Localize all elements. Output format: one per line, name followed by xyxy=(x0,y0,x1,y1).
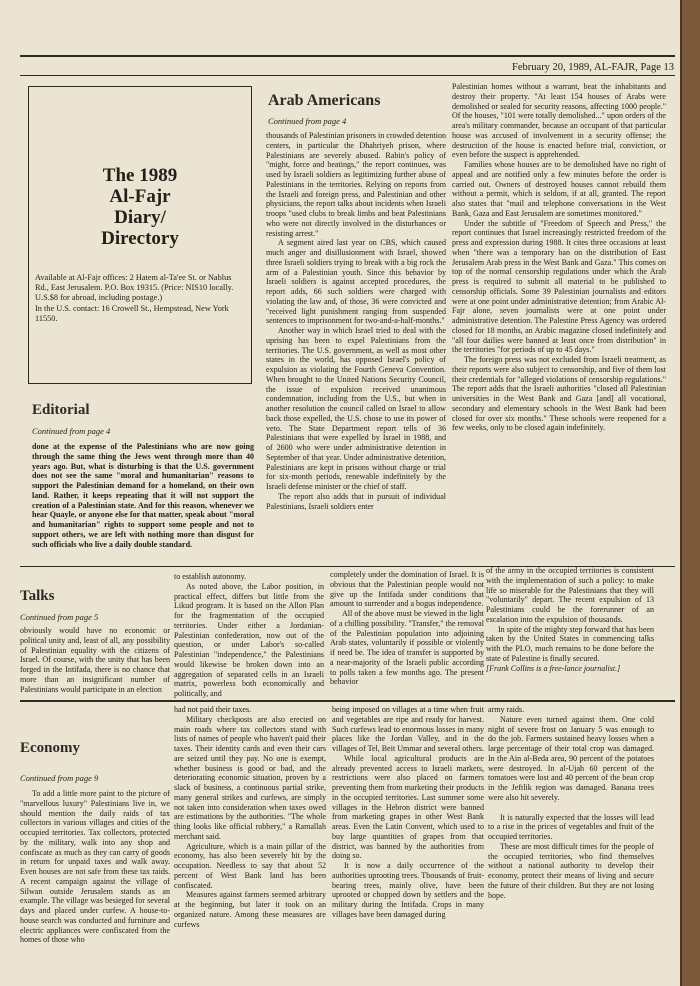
economy-heading: Economy xyxy=(20,740,80,756)
paragraph: Nature even turned against them. One cold night of severe frost on January 5 was enough to do the job. Farmers sustained heavy losses when a large percentage of their total crop was damaged. In the Ain al-Beda area, 90 percent of the potatoes were destroyed. In al-Ujah 60 percent of the tomatoes were lost and 40 percent of the bean crop in the Jeftlik region was damaged. Banana trees were also hit severely. xyxy=(488,714,654,802)
editorial-body xyxy=(32,442,254,562)
paragraph: being imposed on villages at a time when fruit and vegetables are ripe and ready for harvest. Such curfews lead to enormous losses in many places like the Jordan Valley, and in the villages of Tel, Beit Ummar and several others. xyxy=(332,705,484,753)
diary-title-line: Diary/ xyxy=(114,207,166,228)
paragraph: The report also adds that in pursuit of individual Palestinians, Israeli soldiers enter xyxy=(266,491,446,511)
paragraph: obviously would have no economic or political unity and, least of all, any possibility of Palestinian equality with the citizens of Israel. Of course, with the unity that has been forged in the Intifada, there is no chance that more than an insignificant number of Palestinians would participate in an election xyxy=(20,626,170,694)
paragraph: Palestinian homes without a warrant, beat the inhabitants and destroy their property. "At least 154 houses of Arabs were demolished or sealed for security reasons, affecting 1000 people." Of the houses, "101 were totally demolished..." upon orders of the area's military commander, because an occupant of that particular house was accused of involvement in a security offense; the destruction of the house is enacted before trial, conviction, or even before the suspect is apprehended. xyxy=(452,82,666,160)
paragraph: to establish autonomy. xyxy=(174,572,247,581)
paragraph: Families whose houses are to be demolished have no right of appeal and are notified only a few minutes before the order is carried out. Owners of destroyed houses cannot rebuild them without a permit, which is seldom, if at all, granted. The report also states that "mail and telephone conversations in the West Bank, Gaza and East Jerusalem are sometimes monitored." xyxy=(452,160,666,218)
section-rule xyxy=(20,700,675,702)
paragraph: Military checkposts are also erected on main roads where tax collectors stand with lists of names of people who haven't paid their taxes. Their identity cards and even their cars are seized until they pay. No one is exempt, whether business is good or bad, and the deteriorating economic situation, proven by a slack of business, a continuous partial strike, many general strikes and curfews, are simply not taken into consideration when taxes owed are estimations by the authorities. "The whole thing looks like official robbery," a Ramallah merchant said. xyxy=(174,714,326,841)
paragraph: Under the subtitle of "Freedom of Speech and Press," the report continues that Israel increasingly restricted freedom of the press and expression during 1988. It cites three occasions at least when "there was a temporary ban on the distribution of East Jerusalem Arab press in the West Bank and Gaza." This comes on top of the normal censorship regulations under which the Arab press is required to submit all material to be published to censorship officials. Some 39 Palestinian journalists and editors were at one point under administrative detention; from Arabic Al-Fajr alone, seven journalists were at one point under administrative detention. The Palestine Press Agency was ordered closed for 18 months, an Arabic magazine closed indefinitely and "all four dailies were banned at least once from distribution" in the territories "for periods of up to 45 days." xyxy=(452,218,666,355)
paragraph: To add a little more paint to the picture of "marvellous luxury" Palestinians live in, we should mention the daily raids of tax collectors in various villages and cities of the occupied territories. Tax collectors, protected by the military, walk into any shop and confiscate as much as they can carry of goods in return for unpaid taxes and walk away. Even houses are not safe from these tax raids. A recent campaign against the village of Silwan outside Jerusalem stands as an example. The village was besieged for several days and placed under curfew. A house-to-house search was conducted and furniture and electric appliances were confiscated from the homes of those who xyxy=(20,789,170,945)
paragraph: These are most difficult times for the people of the occupied territories, who find themselves without a national authority to develop their economy, protect their means of living and secure the future of their children. But they are not losing hope. xyxy=(488,841,654,900)
economy-col-3 xyxy=(332,705,484,986)
paragraph: A segment aired last year on CBS, which caused much anger and disillusionment with Israel, showed three Israeli soldiers trying to break with a big rock the arm of a Palestinian youth. Since this behavior by Israeli soldiers is against accepted procedures, the report adds, 66 such soldiers were charged with violating the law and, of those, 36 were convicted and "received light punishment ranging from suspended sentences to imprisonment for two-and-a-half-months." xyxy=(266,238,446,326)
talks-continued: Continued from page 5 xyxy=(20,612,99,622)
paragraph: It is naturally expected that the losses will lead to a rise in the prices of vegetables and fruit of the occupied territories. xyxy=(488,812,654,841)
paragraph: While local agricultural products are already prevented access to Israeli markets, restrictions were also placed on farmers preventing them from marketing their products in the occupied territories. Last summer some villages in the Hebron district were banned from marketing grapes in other West Bank areas. Even the Latin Convent, which used to buy large quantities of grapes from that district, was banned by the authorities from doing so. xyxy=(332,753,484,861)
editorial-heading: Editorial xyxy=(32,402,90,418)
economy-continued: Continued from page 9 xyxy=(20,773,99,783)
diary-title-line: The 1989 xyxy=(102,165,178,186)
economy-col-4 xyxy=(488,705,654,986)
talks-col-4 xyxy=(486,566,654,694)
editorial-text: done at the expense of the Palestinians who are now going through the same thing the Jews went through more than 40 years ago. But, what is disturbing is that the U.S. government does not see the same "moral and humanitarian" reasons to support the Palestinian demand for a homeland, on their own land. Rather, it keeps repeating that it will not support the creation of a Palestinian state. And for this reason, whenever we hear Quayle, or anyone else for that matter, speak about "moral and humanitarian" rights to support some people and not to support others, we are left with nothing more than disgust for such officials who live a daily double standard. xyxy=(32,442,254,549)
binding-spine xyxy=(680,0,700,986)
talks-col-2 xyxy=(174,572,324,698)
talks-heading: Talks xyxy=(20,588,55,604)
talks-col-3 xyxy=(330,570,484,698)
paragraph: The foreign press was not excluded from Israeli treatment, as their reports were also subject to censorship, and five of them lost their credentials for "alleged violations of censorship regulations." The report adds that the Israeli authorities "closed all Palestinian universities in the West Bank and Gaza [and] all vocational, secondary and elementary schools in the West Bank had been closed for over six months." These schools were reopened for a few weeks, only to be closed again indefinitely. xyxy=(452,355,666,433)
arab-americans-col-1 xyxy=(266,131,446,562)
economy-col-2 xyxy=(174,705,326,986)
diary-info-text: Available at Al-Fajr offices: 2 Hatem al-Ta'ee St. or Nablus Rd., East Jerusalem. P.O. Box 19315. (Price: NIS10 locally. U.S.$8 for abroad, including postage.) xyxy=(35,273,234,303)
paragraph: thousands of Palestinian prisoners in crowded detention centers, in particular the Dhahriyeh prison, where Palestinians are severely abused. Rabin's policy of "might, force and beatings," the report continues, was used by Israeli soldiers as legitimizing further abuse of Palestinians in the territories. Relying on reports from the Israeli and foreign press, and Palestinian and other physicians, the report talks about incidents when Israeli troops "used clubs to break limbs and beat Palestinians who were not directly involved in the disturbances or resisting arrest." xyxy=(266,131,446,238)
paragraph: Measures against farmers seemed arbitrary at the beginning, but later it took on an organized nature. Among these measures are curfews xyxy=(174,890,326,929)
diary-title-line: Al-Fajr xyxy=(109,186,171,207)
paragraph: had not paid their taxes. xyxy=(174,705,252,714)
arab-americans-continued: Continued from page 4 xyxy=(268,116,347,126)
economy-col-1 xyxy=(20,789,170,986)
diary-title-line: Directory xyxy=(101,228,179,249)
paragraph: All of the above must be viewed in the light of a chilling possibility. "Transfer," the removal of the Palestinian population into adjoining Arab states, voluntarily if possible or violently if need be. The idea of transfer is supported by a near-majority of the Israeli public according to polls taken a few months ago. The present behavior xyxy=(330,609,484,687)
paragraph: It is now a daily occurrence of the authorities uprooting trees. Thousands of fruit-bearing trees, mainly olive, have been uprooted or chopped down by settlers and the military during the Intifada. Crops in many villages have been damaged during xyxy=(332,861,484,919)
paragraph: Another way in which Israel tried to deal with the uprising has been to expel Palestinians from the territories. The U.S. government, as well as most other states in the world, has opposed Israel's policy of expulsion as violating the Fourth Geneva Convention. When brought to the United Nations Security Council, the issue of expulsion received unanimous condemnation, including from the U.S., but when in another resolution the council called on Israel to allow back those expelled, the U.S. chose to use its power of veto. The State Department report tells of 36 Palestinians that were expelled by Israel in 1988, and of 2600 who were under administrative detention in September of that year. Under administrative detention, Palestinians are kept in prisons without charge or trial for six-month periods, renewable indefinitely by the Israeli defense minister or the chief of staff. xyxy=(266,326,446,491)
author-credit: [Frank Collins is a free-lance journalist.] xyxy=(486,663,621,673)
diary-title xyxy=(29,165,251,249)
paragraph: Agriculture, which is a main pillar of the economy, has also been severely hit by the occupation. Needless to say that about 52 percent of West Bank land has been confiscated. xyxy=(174,841,326,890)
paragraph: As noted above, the Labor position, in practical effect, differs but little from the Likud program. It is based on the Allon Plan for the fragmentation of the occupied territories. Under either a Jordanian-Palestinian confederation, now out of the question, or under Labor's so-called Palestinian "independence," the Palestinians would likewise be broken down into an aggregation of separated cells in an Israeli matrix, powerless both economically and politically, and xyxy=(174,581,324,698)
talks-col-1 xyxy=(20,626,170,696)
paragraph: In spite of the mighty step forward that has been taken by the United States in commencing talks with the PLO, much remains to be done before the state of Palestine is finally secured. xyxy=(486,624,654,663)
diary-ad-box xyxy=(28,86,252,384)
paragraph: completely under the domination of Israel. It is obvious that the Palestinian people would not give up the Intifada under conditions that amount to surrender and a bogus independence. xyxy=(330,570,484,609)
paragraph: army raids. xyxy=(488,705,525,714)
arab-americans-heading: Arab Americans xyxy=(268,92,381,109)
page-header: February 20, 1989, AL-FAJR, Page 13 xyxy=(512,62,674,73)
header-rule xyxy=(20,75,675,76)
paragraph: of the army in the occupied territories is consistent with the implementation of such a policy: to make life so miserable for the Palestinians that they will "voluntarily" depart. The recent expulsion of 13 Palestinians could be the forerunner of an escalation into the expulsion of thousands. xyxy=(486,566,654,624)
editorial-continued: Continued from page 4 xyxy=(32,426,111,436)
top-rule xyxy=(20,55,675,57)
diary-info-text: In the U.S. contact: 16 Crowell St., Hempstead, New York 11550. xyxy=(35,303,229,323)
arab-americans-col-2 xyxy=(452,82,666,562)
diary-info xyxy=(35,273,245,373)
